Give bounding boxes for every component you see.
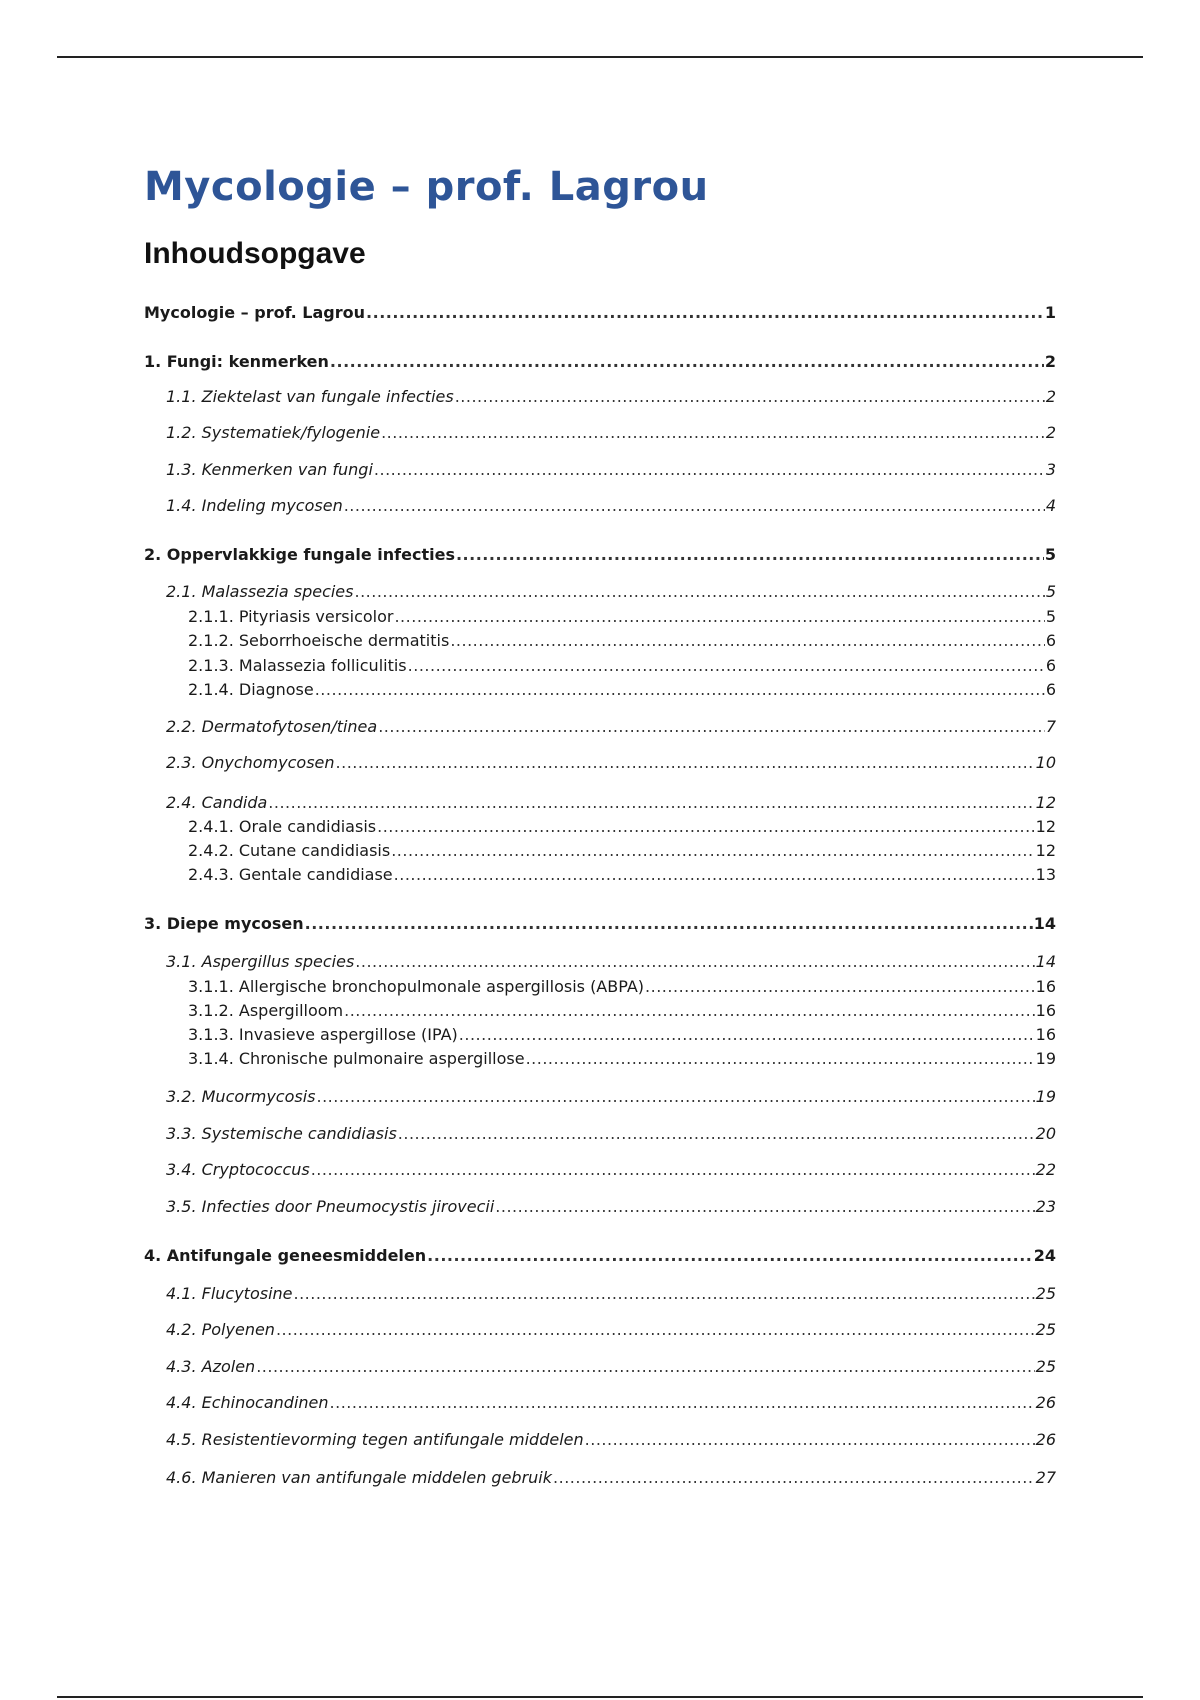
toc-entry-page: 7 (1045, 717, 1056, 736)
toc-entry-text: 4. Antifungale geneesmiddelen (144, 1246, 427, 1265)
toc-entry-page: 25 (1035, 1357, 1056, 1376)
toc-entry[interactable] (166, 1430, 1056, 1450)
toc-entry-page: 10 (1035, 753, 1056, 772)
toc-entry[interactable] (166, 582, 1056, 602)
toc-entry-text: 2.4.3. Gentale candidiase (188, 865, 393, 884)
dot-leader (268, 793, 1034, 813)
toc-entry-page: 12 (1035, 841, 1056, 860)
toc-entry[interactable] (166, 717, 1056, 737)
document-title: Mycologie – prof. Lagrou (144, 164, 709, 210)
toc-entry-text: 4.5. Resistentievorming tegen antifungale middelen (166, 1430, 584, 1449)
toc-entry-text: 4.4. Echinocandinen (166, 1393, 329, 1412)
toc-entry[interactable] (188, 1049, 1056, 1069)
toc-entry-page: 22 (1035, 1160, 1056, 1179)
toc-entry-text: 4.6. Manieren van antifungale middelen gebruik (166, 1468, 553, 1487)
toc-entry-page: 6 (1045, 631, 1056, 650)
toc-entry-page: 1 (1044, 303, 1056, 322)
toc-entry-page: 12 (1035, 793, 1056, 812)
toc-entry[interactable] (144, 914, 1056, 934)
toc-entry-text: 3.1. Aspergillus species (166, 952, 355, 971)
toc-entry-page: 12 (1035, 817, 1056, 836)
dot-leader (256, 1357, 1034, 1377)
toc-entry[interactable] (166, 1357, 1056, 1377)
toc-entry[interactable] (166, 496, 1056, 516)
toc-entry[interactable] (188, 656, 1056, 676)
toc-entry[interactable] (166, 1124, 1056, 1144)
toc-entry-page: 16 (1035, 977, 1056, 996)
toc-entry-text: 3.1.3. Invasieve aspergillose (IPA) (188, 1025, 458, 1044)
toc-entry-page: 16 (1035, 1025, 1056, 1044)
footer-rule (57, 1696, 1143, 1698)
dot-leader (311, 1160, 1035, 1180)
dot-leader (374, 460, 1045, 480)
toc-entry[interactable] (144, 352, 1056, 372)
toc-heading: Inhoudsopgave (144, 237, 366, 270)
toc-entry[interactable] (166, 753, 1056, 773)
toc-entry-page: 25 (1035, 1320, 1056, 1339)
dot-leader (344, 496, 1045, 516)
toc-entry[interactable] (144, 303, 1056, 323)
toc-entry-text: 2. Oppervlakkige fungale infecties (144, 545, 455, 564)
toc-entry[interactable] (144, 545, 1056, 565)
dot-leader (315, 680, 1045, 700)
toc-entry-text: 4.2. Polyenen (166, 1320, 275, 1339)
toc-entry-text: 2.1.4. Diagnose (188, 680, 314, 699)
dot-leader (336, 753, 1035, 773)
dot-leader (377, 817, 1035, 837)
dot-leader (344, 1001, 1035, 1021)
toc-entry-page: 6 (1045, 680, 1056, 699)
dot-leader (378, 717, 1045, 737)
dot-leader (294, 1284, 1035, 1304)
dot-leader (276, 1320, 1035, 1340)
dot-leader (398, 1124, 1035, 1144)
toc-entry-page: 2 (1045, 423, 1056, 442)
toc-entry[interactable] (166, 1197, 1056, 1217)
toc-entry[interactable] (166, 1284, 1056, 1304)
dot-leader (455, 387, 1045, 407)
dot-leader (394, 865, 1035, 885)
toc-entry-page: 16 (1035, 1001, 1056, 1020)
toc-entry-text: 2.1. Malassezia species (166, 582, 354, 601)
toc-entry-text: 1.1. Ziektelast van fungale infecties (166, 387, 454, 406)
toc-entry-page: 6 (1045, 656, 1056, 675)
dot-leader (495, 1197, 1034, 1217)
toc-entry[interactable] (166, 793, 1056, 813)
toc-entry-page: 2 (1045, 387, 1056, 406)
toc-entry-text: 1.4. Indeling mycosen (166, 496, 343, 515)
dot-leader (355, 952, 1034, 972)
toc-entry-page: 19 (1035, 1049, 1056, 1068)
toc-entry[interactable] (188, 1001, 1056, 1021)
toc-entry[interactable] (188, 680, 1056, 700)
toc-entry-page: 4 (1045, 496, 1056, 515)
dot-leader (456, 545, 1044, 565)
dot-leader (553, 1468, 1035, 1488)
toc-entry-text: 1.3. Kenmerken van fungi (166, 460, 373, 479)
toc-entry-page: 13 (1035, 865, 1056, 884)
toc-entry[interactable] (166, 1160, 1056, 1180)
toc-entry-page: 3 (1045, 460, 1056, 479)
toc-entry[interactable] (188, 817, 1056, 837)
toc-entry-page: 2 (1044, 352, 1056, 371)
toc-entry-text: 2.1.1. Pityriasis versicolor (188, 607, 394, 626)
dot-leader (391, 841, 1034, 861)
toc-entry-text: 3.4. Cryptococcus (166, 1160, 310, 1179)
toc-entry-text: 3.1.1. Allergische bronchopulmonale aspergillosis (ABPA) (188, 977, 645, 996)
dot-leader (459, 1025, 1035, 1045)
dot-leader (305, 914, 1033, 934)
toc-entry-text: 2.4.2. Cutane candidiasis (188, 841, 391, 860)
dot-leader (381, 423, 1045, 443)
toc-entry[interactable] (166, 1087, 1056, 1107)
dot-leader (645, 977, 1035, 997)
toc-entry[interactable] (188, 977, 1056, 997)
toc-entry[interactable] (166, 952, 1056, 972)
toc-entry-text: 1. Fungi: kenmerken (144, 352, 329, 371)
toc-entry-page: 19 (1035, 1087, 1056, 1106)
dot-leader (316, 1087, 1034, 1107)
toc-entry[interactable] (188, 841, 1056, 861)
dot-leader (330, 1393, 1035, 1413)
toc-entry-page: 5 (1044, 545, 1056, 564)
toc-entry[interactable] (188, 631, 1056, 651)
toc-entry-page: 25 (1035, 1284, 1056, 1303)
toc-entry-text: 2.1.3. Malassezia folliculitis (188, 656, 407, 675)
toc-entry-page: 23 (1035, 1197, 1056, 1216)
toc-entry-text: 4.3. Azolen (166, 1357, 256, 1376)
toc-entry-text: 2.1.2. Seborrhoeische dermatitis (188, 631, 450, 650)
toc-entry-text: 3.3. Systemische candidiasis (166, 1124, 397, 1143)
dot-leader (354, 582, 1044, 602)
toc-entry-text: 4.1. Flucytosine (166, 1284, 293, 1303)
toc-entry-page: 14 (1033, 914, 1056, 933)
toc-entry[interactable] (144, 1246, 1056, 1266)
toc-entry-page: 14 (1035, 952, 1056, 971)
toc-entry[interactable] (166, 1393, 1056, 1413)
dot-leader (366, 303, 1044, 323)
dot-leader (394, 607, 1044, 627)
toc-entry[interactable] (166, 423, 1056, 443)
toc-entry-text: 3.5. Infecties door Pneumocystis jirovecii (166, 1197, 495, 1216)
toc-entry-page: 5 (1045, 582, 1056, 601)
dot-leader (450, 631, 1045, 651)
toc-entry[interactable] (166, 460, 1056, 480)
toc-entry-text: 3.2. Mucormycosis (166, 1087, 316, 1106)
toc-entry-page: 26 (1035, 1393, 1056, 1412)
toc-entry-text: 3.1.4. Chronische pulmonaire aspergillose (188, 1049, 525, 1068)
dot-leader (427, 1246, 1033, 1266)
toc-entry-page: 27 (1035, 1468, 1056, 1487)
toc-entry-text: 2.3. Onychomycosen (166, 753, 335, 772)
toc-entry[interactable] (166, 1320, 1056, 1340)
toc-entry-text: 2.4. Candida (166, 793, 268, 812)
toc-entry-text: 1.2. Systematiek/fylogenie (166, 423, 381, 442)
toc-entry[interactable] (188, 1025, 1056, 1045)
dot-leader (330, 352, 1044, 372)
toc-entry-text: Mycologie – prof. Lagrou (144, 303, 366, 322)
toc-entry-page: 20 (1035, 1124, 1056, 1143)
dot-leader (585, 1430, 1035, 1450)
toc-entry-page: 26 (1035, 1430, 1056, 1449)
toc-entry-page: 5 (1045, 607, 1056, 626)
toc-entry-text: 2.4.1. Orale candidiasis (188, 817, 377, 836)
toc-entry-page: 24 (1033, 1246, 1056, 1265)
dot-leader (526, 1049, 1035, 1069)
toc-entry-text: 3. Diepe mycosen (144, 914, 304, 933)
toc-entry[interactable] (188, 865, 1056, 885)
toc-entry-text: 3.1.2. Aspergilloom (188, 1001, 344, 1020)
dot-leader (408, 656, 1045, 676)
toc-entry-text: 2.2. Dermatofytosen/tinea (166, 717, 378, 736)
toc-entry[interactable] (166, 1468, 1056, 1488)
toc-entry[interactable] (188, 607, 1056, 627)
toc-entry[interactable] (166, 387, 1056, 407)
